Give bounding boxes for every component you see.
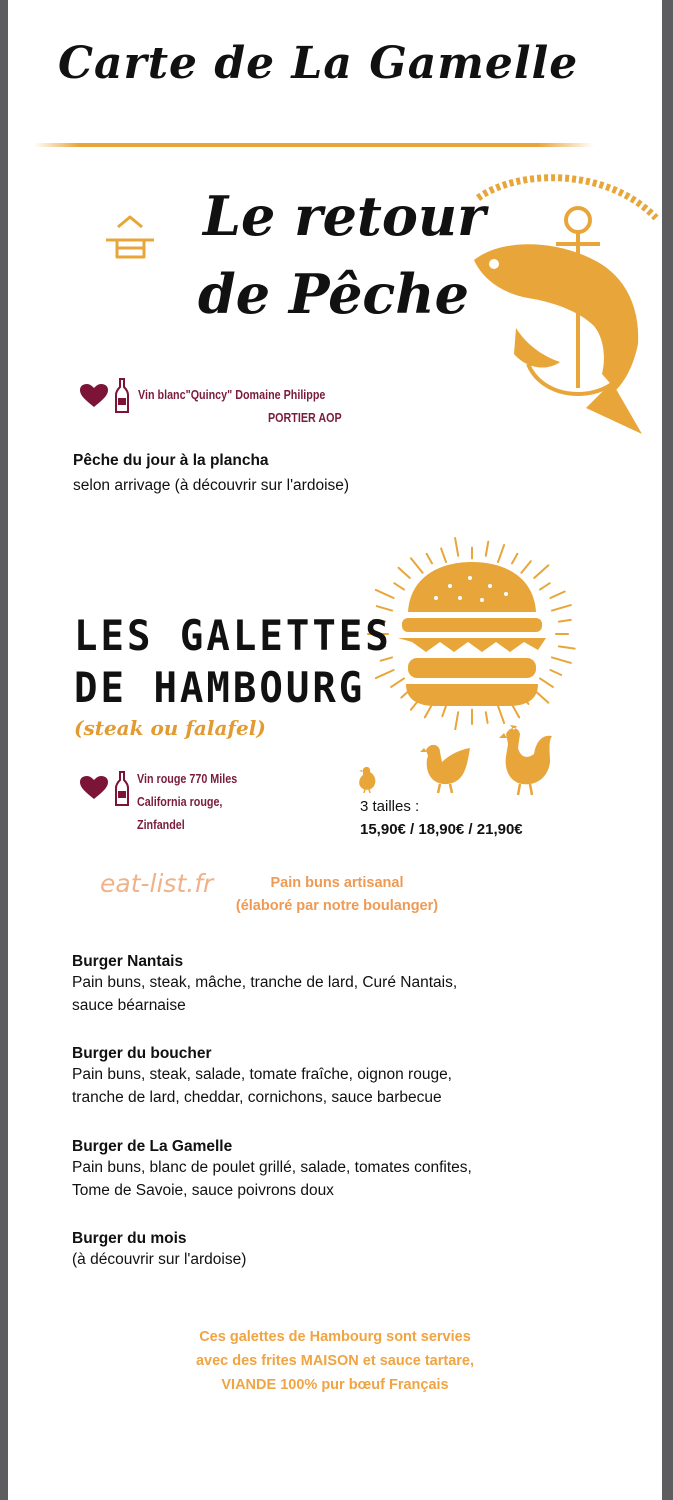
list-item	[72, 953, 457, 1017]
burger-desc: sauce béarnaise	[72, 997, 186, 1014]
sunburst-ray	[552, 657, 571, 663]
sunburst-ray	[559, 646, 575, 648]
galettes-subtitle: (steak ou falafel)	[74, 716, 266, 740]
sunburst-ray	[394, 583, 404, 589]
peche-dish-name: Pêche du jour à la plancha	[73, 452, 269, 469]
sunburst-ray	[411, 558, 423, 573]
wine-bottle-icon	[115, 378, 129, 414]
title-divider	[34, 143, 594, 147]
list-item	[72, 1230, 246, 1271]
galettes-title-line2: DE HAMBOURG	[74, 664, 366, 713]
sizes-prices: 15,90€ / 18,90€ / 21,90€	[360, 821, 523, 838]
hen-icon	[418, 738, 474, 794]
burger-desc: tranche de lard, cheddar, cornichons, sauce barbecue	[72, 1089, 442, 1106]
peche-dish-desc: selon arrivage (à découvrir sur l'ardoise)	[73, 477, 350, 494]
sunburst-ray	[550, 670, 561, 675]
sunburst-ray	[399, 568, 410, 578]
house-icon	[104, 213, 156, 259]
list-item	[72, 1138, 472, 1202]
burger-desc: Tome de Savoie, sauce poivrons doux	[72, 1182, 334, 1199]
sunburst-ray	[540, 583, 550, 589]
sunburst-ray	[498, 545, 504, 562]
sunburst-ray	[498, 706, 504, 723]
sunburst-ray	[550, 592, 564, 599]
watermark: eat-list.fr	[100, 869, 214, 898]
footer-line3: VIANDE 100% pur bœuf Français	[221, 1377, 449, 1393]
galettes-wine-line1: Vin rouge 770 Miles	[137, 772, 238, 786]
menu-page	[8, 0, 662, 1500]
sunburst-ray	[559, 620, 571, 622]
sunburst-ray	[425, 705, 432, 718]
sunburst-ray	[455, 712, 458, 730]
sunburst-ray	[521, 561, 530, 573]
footer-line2: avec des frites MAISON et sauce tartare,	[195, 1353, 475, 1369]
burger-name: Burger du mois	[72, 1230, 187, 1247]
sunburst-ray	[391, 678, 404, 687]
bread-line1: Pain buns artisanal	[270, 875, 404, 891]
footer-note	[8, 1325, 662, 1397]
sunburst-ray	[486, 542, 489, 556]
sunburst-ray	[534, 565, 548, 578]
burger-desc: Pain buns, steak, mâche, tranche de lard, Curé Nantais,	[72, 974, 458, 991]
sunburst-ray	[512, 554, 517, 564]
heart-icon	[80, 776, 108, 800]
sunburst-ray	[486, 712, 488, 723]
peche-title-line2: de Pêche	[198, 262, 469, 326]
rooster-icon	[496, 724, 554, 796]
anchor-fish-icon	[456, 168, 660, 436]
peche-wine-line2: PORTIER AOP	[268, 411, 342, 425]
sunburst-ray	[540, 678, 553, 687]
sunburst-ray	[376, 590, 394, 598]
sizes-label: 3 tailles :	[360, 798, 420, 815]
sunburst-ray	[512, 705, 519, 718]
chick-icon	[357, 765, 377, 793]
sunburst-ray	[552, 605, 571, 611]
burger-name: Burger du boucher	[72, 1045, 212, 1062]
page-title: Carte de La Gamelle	[58, 38, 579, 89]
sunburst-ray	[441, 548, 446, 562]
sunburst-ray	[442, 706, 446, 716]
burger-desc: Pain buns, blanc de poulet grillé, salade, tomates confites,	[72, 1159, 472, 1176]
bread-line2: (élaboré par notre boulanger)	[235, 898, 439, 914]
galettes-wine-line2: California rouge,	[137, 795, 223, 809]
galettes-wine-line3: Zinfandel	[137, 818, 185, 832]
footer-line1: Ces galettes de Hambourg sont servies	[199, 1329, 471, 1345]
sunburst-ray	[427, 554, 432, 564]
burger-desc: (à découvrir sur l'ardoise)	[72, 1251, 247, 1268]
peche-title-line1: Le retour	[203, 184, 486, 248]
burger-desc: Pain buns, steak, salade, tomate fraîche, oignon rouge,	[72, 1066, 452, 1083]
wine-bottle-icon	[115, 771, 129, 807]
burger-icon	[358, 534, 586, 730]
peche-wine-line1: Vin blanc"Quincy" Domaine Philippe	[138, 388, 326, 402]
galettes-title-line1: LES GALETTES	[74, 612, 392, 661]
list-item	[72, 1045, 452, 1109]
sunburst-ray	[376, 670, 394, 678]
sunburst-ray	[455, 538, 458, 556]
burger-name: Burger de La Gamelle	[72, 1138, 233, 1155]
heart-icon	[80, 384, 108, 408]
burger-name: Burger Nantais	[72, 953, 184, 970]
